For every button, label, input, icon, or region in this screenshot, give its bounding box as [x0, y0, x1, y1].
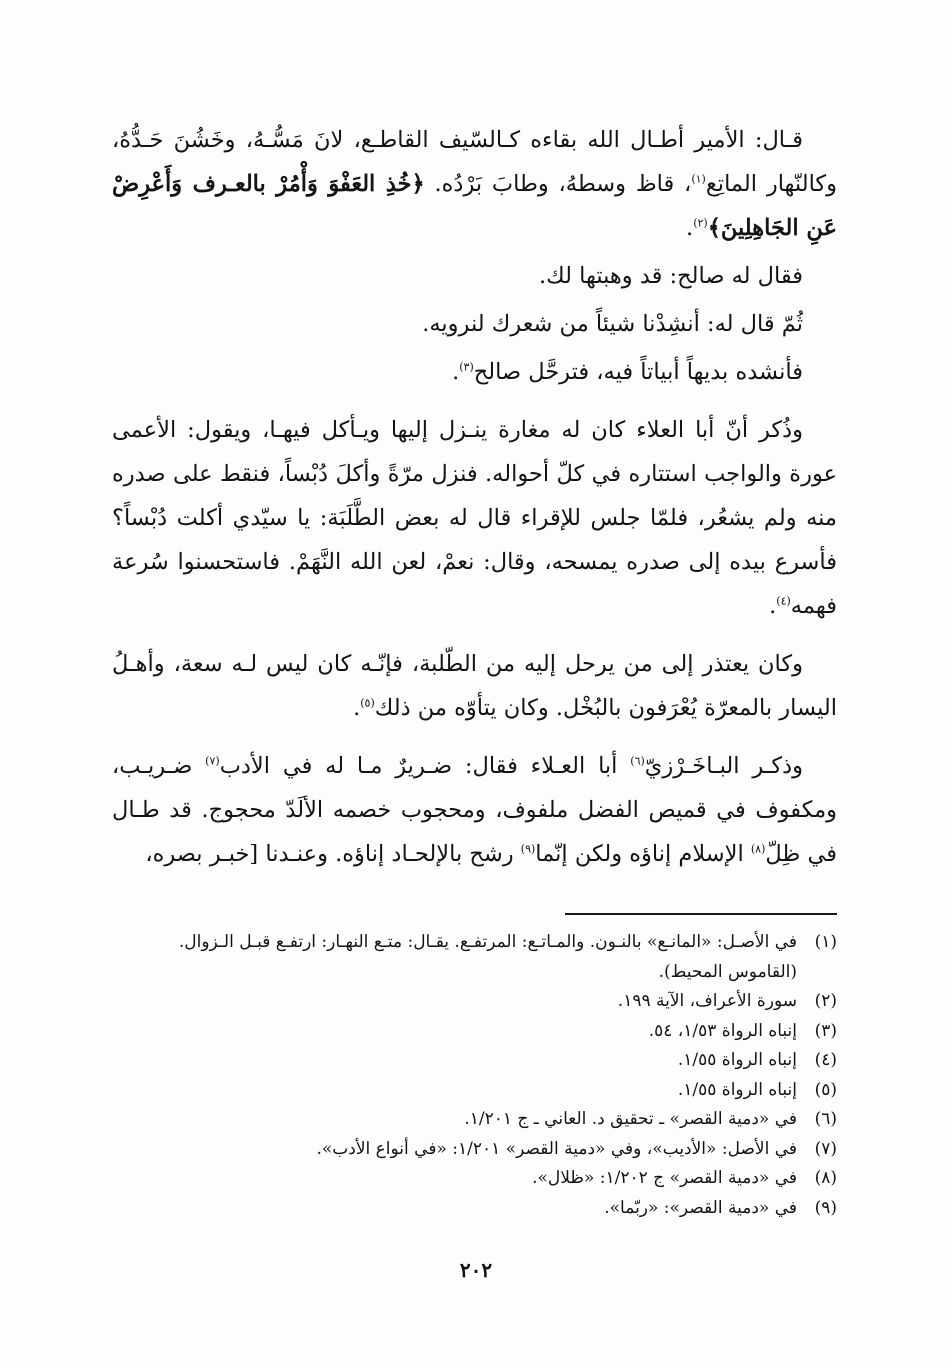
footnote-text: في الأصل: «الأديب»، وفي «دمية القصر» ١/٢٠١: «في أنواع الأدب». [316, 1138, 797, 1159]
footnote-ref: (٥) [360, 696, 375, 710]
paragraph-text: قـال: الأمير أطـال الله بقاءه كـالسّيف القاطـع، لانَ مَسُّـهُ، وخَشُنَ حَـدُّهُ، وكالنّهار الماتِع [112, 127, 838, 197]
footnote-text: في «دمية القصر» ج ١/٢٠٢: «ظلال». [532, 1168, 797, 1188]
footnote-ref: (٧) [205, 754, 220, 768]
footnote-ref: (٦) [630, 754, 645, 768]
paragraph-5 [112, 408, 837, 628]
paragraph-text: رشح بالإلحـاد إناؤه. وعنـدنا [خبـر بصره، [145, 841, 521, 867]
footnote-text: إنباه الرواة ١/٥٥. [677, 1079, 797, 1100]
main-text [112, 118, 837, 876]
footnote-ref: (١) [691, 172, 706, 186]
paragraph-2 [112, 254, 837, 298]
paragraph-text: فأنشده بديهاً أبياتاً فيه، فترحَّل صالح [473, 359, 803, 385]
paragraph-text: فقال له صالح: قد وهبتها لك. [538, 263, 803, 289]
paragraph-text: . [452, 359, 460, 385]
footnotes [112, 928, 837, 1223]
paragraph-text: . [353, 695, 361, 721]
footnote-number: (٥) [814, 1079, 837, 1100]
footnote-text: سورة الأعراف، الآية ١٩٩. [617, 991, 797, 1011]
paragraph-7 [112, 744, 837, 876]
footnote-8 [112, 1164, 837, 1194]
footnote-text: في الأصـل: «المانـع» بالنـون. والمـاتـع: المرتفـع. يقـال: متـع النهـار: ارتفـع قبـل الـزوال. [178, 932, 797, 952]
page-number: ٢٠٢ [459, 1258, 493, 1282]
footnote-text-continued: (القاموس المحيط). [658, 961, 797, 982]
paragraph-6 [112, 642, 837, 730]
paragraph-text: ، قاظ وسطهُ، وطابَ بَرْدُه. [424, 171, 692, 197]
footnote-text: في «دمية القصر»: «ربّما». [604, 1197, 797, 1218]
paragraph-text: الإسلام إناؤه ولكن إنّما [535, 841, 751, 867]
footnote-number: (٩) [814, 1197, 837, 1218]
footnote-text: إنباه الرواة ١/٥٣، ٥٤. [648, 1020, 797, 1041]
footnote-3 [112, 1017, 837, 1047]
paragraph-text: . [686, 215, 694, 241]
paragraph-text: أبا العـلاء فقال: ضـريرٌ مـا له في الأدب [219, 753, 631, 779]
paragraph-text: . [769, 593, 777, 619]
paragraph-text: ثُمّ قال له: أنشِدْنا شيئاً من شعرك لنرويه. [422, 311, 803, 337]
footnote-text: إنباه الرواة ١/٥٥. [677, 1050, 797, 1070]
footnote-9 [112, 1194, 837, 1224]
footnote-ref: (٩) [520, 842, 536, 856]
footnote-4 [112, 1046, 837, 1076]
footnote-5 [112, 1076, 837, 1106]
footnote-number: (٨) [814, 1168, 837, 1188]
paragraph-4 [112, 350, 837, 394]
footnote-7 [112, 1135, 837, 1165]
paragraph-text: وذكـر البـاخَـرْزيّ [644, 753, 803, 779]
footnote-number: (٦) [814, 1109, 837, 1129]
footnote-text: في «دمية القصر» ـ تحقيق د. العاني ـ ج ١/٢٠١. [464, 1109, 797, 1129]
paragraph-3 [112, 302, 837, 346]
paragraph-text: وذُكر أنّ أبا العلاء كان له مغارة ينـزل إليها ويـأكل فيهـا، ويقول: الأعمى عورة والواجب استتاره في كلّ أحواله. فنزل مرّةً وأكلَ دُبْساً، فنقط على صدره منه ولم يشعُر، فلمّا جلس للإقراء قال له بعض الطَّلَبَة: يا سيّدي أكلت دُبْساً؟ فأسرع بيده إلى صدره يمسحه، وقال: نعمْ، لعن الله النَّهَمْ. فاستحسنوا سُرعة فهمه [112, 417, 837, 619]
footnote-ref: (٢) [693, 216, 708, 230]
paragraph-text: ضـريـب، ومكفوف في قميص الفضل ملفوف، ومحجوب خصمه الألَدّ محجوج. قد طـال في ظِلّ [112, 753, 837, 867]
footnote-divider [565, 913, 837, 915]
footnote-ref: (٣) [459, 360, 474, 374]
quran-verse: ﴿خُذِ العَفْوَ وَأْمُرْ بالعـرف وَأَعْرِضْ عَنِ الجَاهِلِينَ﴾ [112, 171, 837, 241]
footnote-number: (١) [814, 932, 837, 952]
footnote-number: (٢) [814, 991, 837, 1011]
footnote-1 [112, 928, 837, 987]
footnote-ref: (٤) [776, 594, 791, 608]
footnote-6 [112, 1105, 837, 1135]
footnote-number: (٧) [814, 1138, 837, 1159]
paragraph-1 [112, 118, 837, 250]
footnote-number: (٤) [814, 1050, 837, 1070]
footnote-ref: (٨) [750, 842, 766, 856]
footnote-2 [112, 987, 837, 1017]
footnote-number: (٣) [814, 1020, 837, 1041]
paragraph-text: وكان يعتذر إلى من يرحل إليه من الطّلبة، فإنّـه كان ليس لـه سعة، وأهـلُ اليسار بالمعرّة يُعْرَفون بالبُخْل. وكان يتأوّه من ذلك [112, 651, 837, 721]
